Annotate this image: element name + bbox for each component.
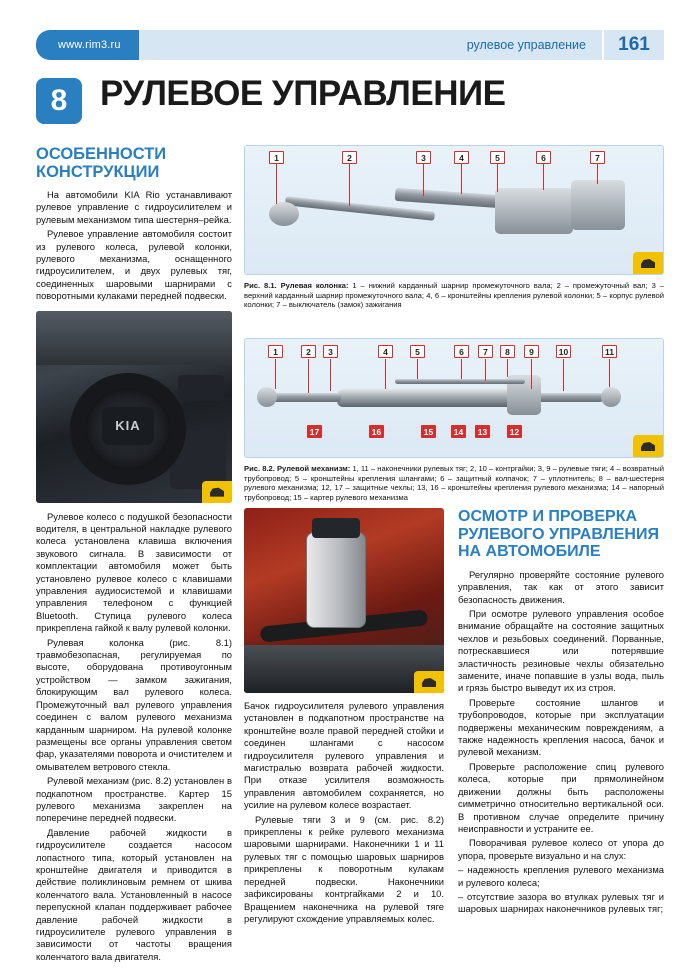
callout-16: 16 [369, 425, 384, 438]
reservoir-body [306, 532, 366, 628]
figure2-caption-text: 1, 11 – наконечники рулевых тяг; 2, 10 – контргайки; 3, 9 – рулевые тяги; 4 – возвратный трубопровод; 5 – кронштейны крепления шлангами; 6 – защитный колпачок; 7 – уплотнитель; 8 – вал-шестерня рулевого механизма; 12, 17 – защитные чехлы; 13, 16 – кронштейны крепления рулевого механизма; 14 – напорный трубопровод; 15 – картер рулевого механизма [244, 464, 664, 503]
header-section-title: рулевое управление [466, 38, 586, 52]
left-tie-rod [269, 393, 341, 402]
callout-3: 3 [416, 151, 431, 164]
callout-15: 15 [421, 425, 436, 438]
callout-6: 6 [454, 345, 469, 358]
steering-wheel-emblem: KIA [102, 407, 154, 445]
paragraph: Рулевое колесо с подушкой безопасности водителя, в центральной накладке рулевого колеса установлена клавиша включения звукового сигнала. В зависимости от комплектации автомобиля может быть установлено рулевое колесо с клавишами управления аудиосистемой и клавишами управления телефоном с функцией Bluetooth. Ступица рулевого колеса прикреплена гайкой к валу рулевой колонки. [36, 510, 232, 634]
callout-14: 14 [451, 425, 466, 438]
figure-image [245, 339, 663, 457]
leader-line [497, 164, 498, 192]
paragraph: Рулевые тяги 3 и 9 (см. рис. 8.2) прикреплены к рейке рулевого механизма шаровыми шарнирами. Наконечники 1 и 11 рулевых тяг с помощью шаровых шарниров прикреплены к поворотным кулакам передней подвески. Наконечники зафиксированы контргайками 2 и 10. Вращением наконечника на рулевой тяге регулируют схождение управляемых колес. [244, 813, 444, 924]
leader-line [461, 359, 462, 379]
pressure-line [395, 379, 525, 384]
section-title-inspection: ОСМОТР И ПРОВЕРКА РУЛЕВОГО УПРАВЛЕНИЯ НА АВТОМОБИЛЕ [458, 508, 659, 561]
ignition-switch-block [571, 180, 625, 230]
section-title-design: ОСОБЕННОСТИ КОНСТРУКЦИИ [36, 145, 167, 182]
leader-line [461, 164, 462, 194]
list-item: – надежность крепления рулевого механизма и рулевого колеса; [458, 864, 664, 888]
car-icon [633, 435, 663, 457]
car-icon [202, 481, 232, 503]
paragraph: При осмотре рулевого управления особое внимание обращайте на состояние защитных чехлов и резьбовых соединений. Порванные, потрескавшиеся или потерявшие эластичность резиновые чехлы обязательно замените, иначе попавшие в узлы вода, пыль и грязь быстро выведут их из строя. [458, 608, 664, 694]
leader-line [563, 359, 564, 391]
dashboard-photo [36, 311, 232, 503]
leader-line [423, 164, 424, 196]
leader-line [275, 359, 276, 389]
leader-line [543, 164, 544, 190]
paragraph: Рулевой механизм (рис. 8.2) установлен в подкапотном пространстве. Картер 15 рулевого механизма закреплен на поперечине передней подвески. [36, 775, 232, 824]
figure1-caption [244, 281, 664, 310]
page-number: 161 [602, 30, 664, 60]
list-item: – отсутствие зазора во втулках рулевых тяг и шаровых шарнирах наконечников рулевых тяг; [458, 890, 664, 915]
car-icon [633, 252, 663, 274]
callout-17: 17 [307, 425, 322, 438]
callout-4: 4 [378, 345, 393, 358]
left-tie-rod-end [257, 387, 277, 407]
leader-line [609, 359, 610, 387]
middle-column [244, 700, 444, 927]
right-column [458, 508, 664, 918]
right-tie-rod [531, 393, 603, 402]
paragraph: Проверьте расположение спиц рулевого колеса, которые при прямолинейном движении должны быть расположены симметрично относительно вертикальной оси. В противном случае определите причину неисправности и устраните ее. [458, 760, 664, 834]
paragraph: Поворачивая рулевое колесо от упора до упора, проверьте визуально и на слух: [458, 837, 664, 861]
right-tie-rod-end [601, 387, 621, 407]
figure-steering-gear [244, 338, 664, 458]
callout-5: 5 [410, 345, 425, 358]
reservoir-cap [312, 518, 360, 538]
leader-line [349, 164, 350, 206]
air-vent [178, 375, 224, 401]
chapter-number-badge: 8 [36, 78, 82, 124]
figure-image [245, 146, 663, 274]
callout-5: 5 [490, 151, 505, 164]
callout-2: 2 [301, 345, 316, 358]
left-column [36, 145, 232, 965]
callout-9: 9 [524, 345, 539, 358]
figure2-caption [244, 464, 664, 503]
paragraph: Рулевая колонка (рис. 8.1) травмобезопасная, регулируемая по высоте, оборудована противоугонным устройством — замком зажигания, блокирующим вал рулевого колеса. Промежуточный вал рулевого управления соединен с валом рулевого механизма карданным шарниром. На рулевой колонке размещены все органы управления светом фар, указателями поворота и очистителем и омывателем ветрового стекла. [36, 636, 232, 772]
leader-line [597, 164, 598, 184]
callout-8: 8 [500, 345, 515, 358]
figure-steering-column [244, 145, 664, 275]
paragraph: На автомобили KIA Rio устанавливают рулевое управление с гидроусилителем и рулевым механизмом типа шестерня–рейка. [36, 188, 232, 225]
leader-line [308, 359, 309, 393]
figure1-caption-lead: Рис. 8.1. Рулевая колонка: [244, 281, 349, 290]
paragraph: Регулярно проверяйте состояние рулевого управления, так как от этого зависит безопасность движения. [458, 568, 664, 605]
callout-6: 6 [536, 151, 551, 164]
callout-10: 10 [556, 345, 571, 358]
callout-4: 4 [454, 151, 469, 164]
leader-line [507, 359, 508, 377]
paragraph: Давление рабочей жидкости в гидроусилителе создается насосом лопастного типа, который установлен на кронштейне двигателя и приводится в действие поликлиновым ремнем от шкива коленчатого вала. Установленный в насосе перепускной клапан поддерживает рабочее давление рабочей жидкости в гидроусилителе рулевого управления в зависимости от частоты вращения коленчатого вала двигателя. [36, 826, 232, 962]
callout-13: 13 [475, 425, 490, 438]
figure1-caption-text: 1 – нижний карданный шарнир промежуточного вала; 2 – промежуточный вал; 3 – верхний карданный шарнир промежуточного вала; 4, 6 – кронштейны крепления рулевой колонки; 5 – корпус рулевой колонки; 7 – выключатель (замок) зажигания [244, 281, 665, 310]
callout-3: 3 [323, 345, 338, 358]
windshield-area [36, 311, 232, 365]
leader-line [485, 359, 486, 381]
callout-1: 1 [269, 151, 284, 164]
car-icon [414, 671, 444, 693]
page-header [36, 30, 664, 60]
paragraph: Проверьте состояние шлангов и трубопроводов, которые при эксплуатации подвержены механическим повреждениям, а также надежность крепления насоса, бачок и рулевой механизм. [458, 696, 664, 758]
callout-7: 7 [478, 345, 493, 358]
leader-line [276, 164, 277, 204]
callout-2: 2 [342, 151, 357, 164]
callout-11: 11 [602, 345, 617, 358]
lower-universal-joint [269, 202, 299, 226]
paragraph: Бачок гидроусилителя рулевого управления установлен в подкапотном пространстве на кронштейне возле правой передней стойки и соединен шлангами с насосом гидроусилителя рулевого управления и магистралью возврата рабочей жидкости. При отказе усилителя возможность управления автомобилем сохраняется, но усилие на рулевом колесе возрастает. [244, 700, 444, 811]
figure2-caption-lead: Рис. 8.2. Рулевой механизм: [244, 464, 351, 473]
column-housing [495, 188, 573, 234]
paragraph: Рулевое управление автомобиля состоит из рулевого колеса, рулевой колонки, рулевого механизма, оснащенного гидроусилителем, и двух рулевых тяг, соединенных шаровыми шарнирами с поворотными кулаками передней подвески. [36, 228, 232, 302]
leader-line [385, 359, 386, 389]
leader-line [330, 359, 331, 391]
site-url[interactable]: www.rim3.ru [36, 30, 139, 60]
callout-12: 12 [507, 425, 522, 438]
leader-line [531, 359, 532, 389]
power-steering-reservoir-photo [244, 508, 444, 693]
callout-1: 1 [268, 345, 283, 358]
header-bar [139, 30, 602, 60]
leader-line [417, 359, 418, 379]
callout-7: 7 [590, 151, 605, 164]
page-title: РУЛЕВОЕ УПРАВЛЕНИЕ [100, 74, 506, 113]
